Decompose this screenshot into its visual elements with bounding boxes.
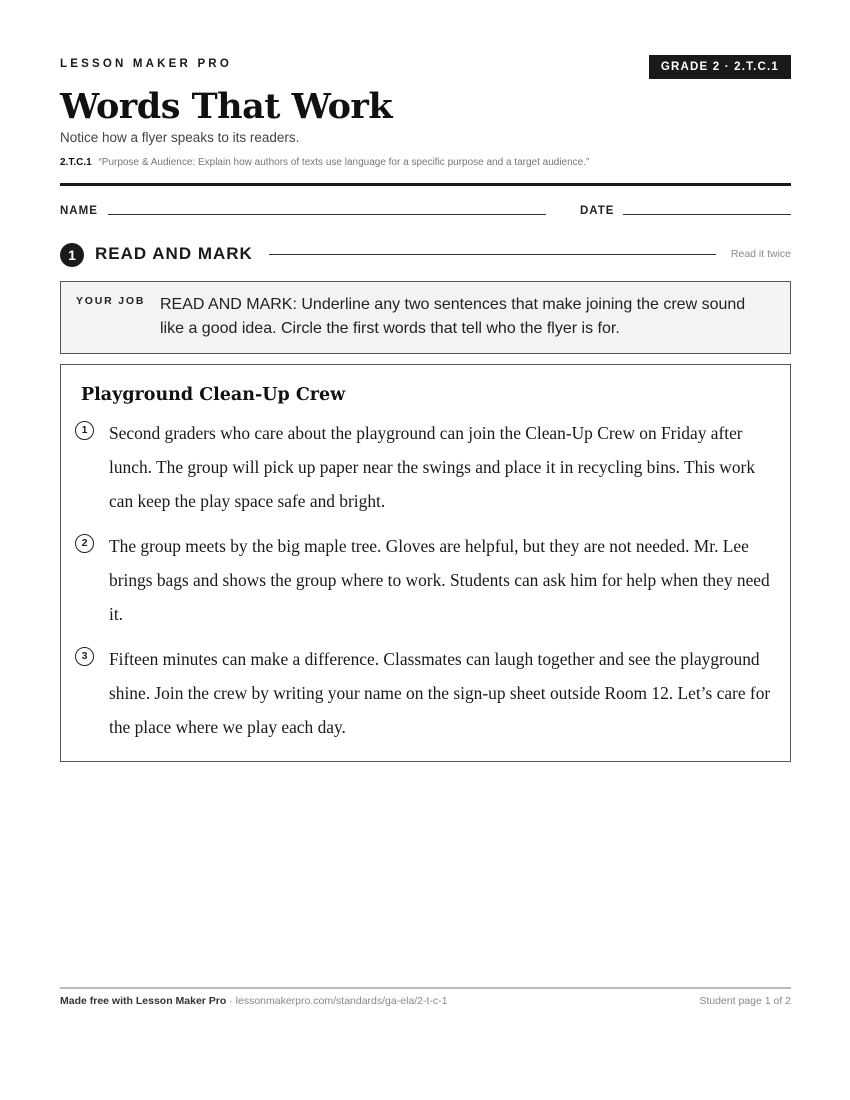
section-rule	[269, 254, 716, 255]
paragraph-text: Second graders who care about the playground can join the Clean-Up Crew on Friday after lunch. The group will pick up paper near the swings and place it in recycling bins. This work can keep the play space safe and bright.	[109, 423, 756, 511]
brand-name: LESSON MAKER PRO	[60, 58, 232, 70]
section-hint: Read it twice	[730, 248, 791, 260]
section-number-badge: 1	[60, 243, 84, 267]
footer-url-link[interactable]: lessonmakerpro.com/standards/ga-ela/2-t-c-1	[235, 995, 448, 1007]
standard-description: “Purpose & Audience: Explain how authors of texts use language for a specific purpose and a target audience.”	[98, 157, 590, 168]
date-label: DATE	[580, 205, 615, 217]
footer-separator: ·	[226, 995, 236, 1007]
footer-divider	[60, 987, 791, 989]
grade-badge: GRADE 2 · 2.T.C.1	[649, 55, 791, 79]
paragraph-number-badge: 3	[75, 647, 94, 666]
job-instructions: READ AND MARK: Underline any two sentences that make joining the crew sound like a good idea. Circle the first words that tell who the flyer is for.	[160, 296, 746, 337]
section-title: READ AND MARK	[95, 244, 253, 263]
header-divider	[60, 183, 791, 186]
worksheet-page	[60, 0, 791, 1100]
name-field[interactable]	[108, 214, 546, 215]
footer-made-with: Made free with Lesson Maker Pro	[60, 995, 227, 1007]
job-label: YOUR JOB	[76, 295, 146, 307]
footer-page-number: Student page 1 of 2	[699, 995, 791, 1007]
job-box	[60, 281, 791, 354]
standard-code: 2.T.C.1	[60, 157, 92, 168]
paragraph-text: The group meets by the big maple tree. Gloves are helpful, but they are not needed. Mr. Lee brings bags and shows the group where to work. Students can ask him for help when they need it.	[109, 536, 770, 624]
paragraph-text: Fifteen minutes can make a difference. Classmates can laugh together and see the playground shine. Join the crew by writing your name on the sign-up sheet outside Room 12. Let’s care for the place where we play each day.	[109, 649, 771, 737]
page-title: Words That Work	[60, 86, 393, 127]
name-label: NAME	[60, 205, 98, 217]
footer-credit	[60, 995, 448, 1007]
page-subtitle: Notice how a flyer speaks to its readers.	[60, 130, 300, 145]
passage-title: Playground Clean-Up Crew	[81, 385, 346, 405]
standard-line	[60, 157, 589, 168]
paragraph-number-badge: 1	[75, 421, 94, 440]
reading-passage-box	[60, 364, 791, 762]
paragraph-number-badge: 2	[75, 534, 94, 553]
date-field[interactable]	[623, 214, 791, 215]
